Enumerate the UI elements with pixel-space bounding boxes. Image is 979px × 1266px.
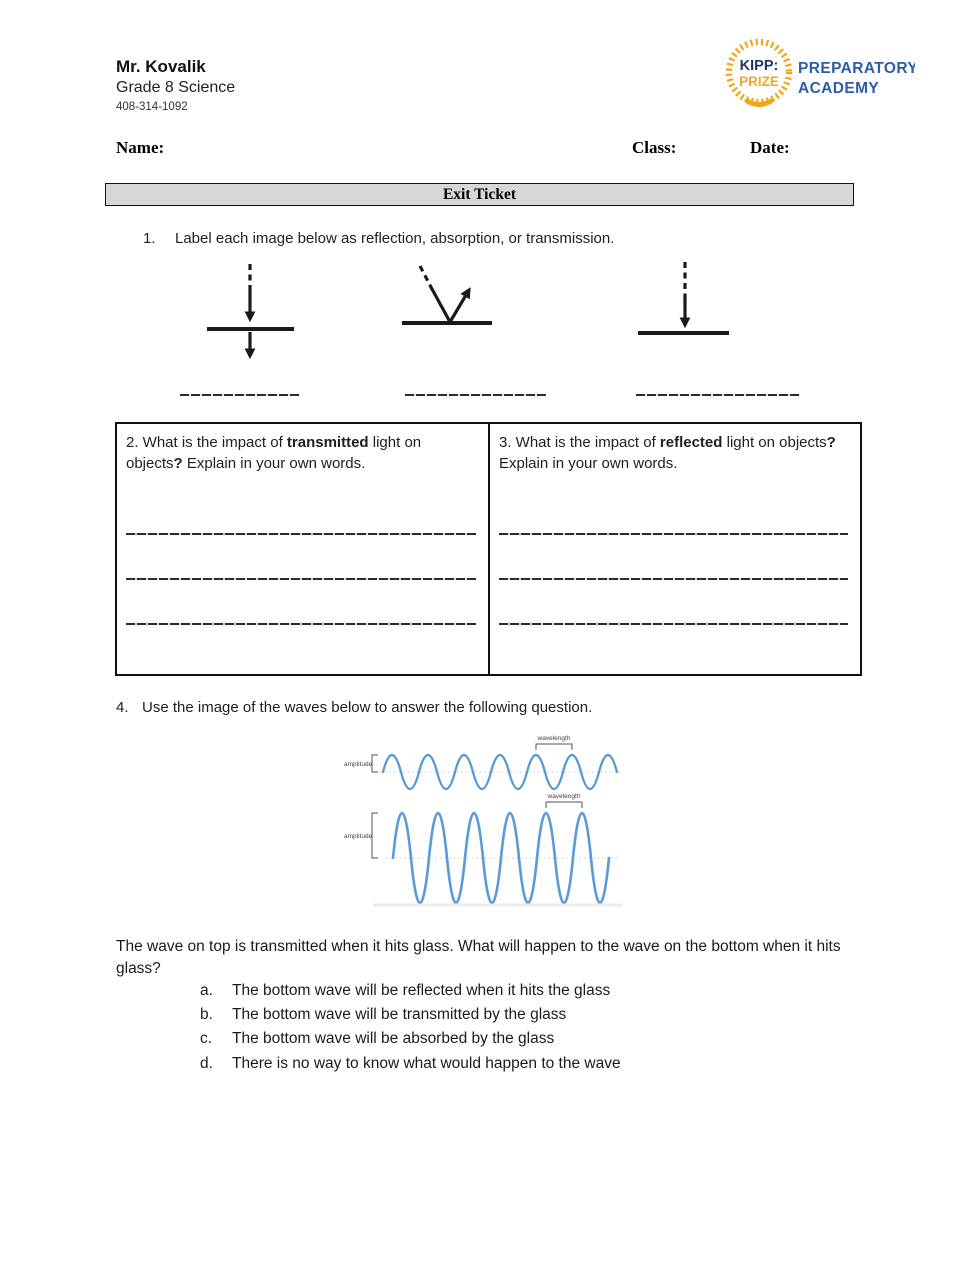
question-2-text-post: Explain in your own words. xyxy=(182,455,366,473)
top-wave xyxy=(344,735,620,789)
question-2-bold-term: transmitted xyxy=(286,434,369,451)
question-4-prompt: The wave on top is transmitted when it hits glass. What will happen to the wave on the bottom when it hits glass? xyxy=(116,938,841,977)
question-2-answer-cell xyxy=(117,507,490,674)
top-amplitude-bracket-icon xyxy=(372,755,378,772)
name-field-label: Name: xyxy=(116,138,165,157)
reflection-diagram xyxy=(402,266,492,323)
bottom-amplitude-bracket-icon xyxy=(372,813,378,858)
answer-line xyxy=(126,578,476,580)
teacher-name: Mr. Kovalik xyxy=(116,57,206,76)
question-4-text: Use the image of the waves below to answer the following question. xyxy=(142,699,593,716)
bottom-wavelength-label: wavelength xyxy=(547,793,581,800)
preparatory-text: PREPARATORY xyxy=(798,60,915,77)
option-a-text: The bottom wave will be reflected when it hits the glass xyxy=(232,982,611,1000)
option-a-letter: a. xyxy=(200,982,213,1000)
kipp-prize-logo-icon xyxy=(723,31,915,113)
answer-options xyxy=(200,979,621,1076)
top-amplitude-label: amplitude xyxy=(344,761,373,768)
bottom-amplitude-label: amplitude xyxy=(344,833,373,840)
teacher-info xyxy=(116,56,235,115)
option-b xyxy=(200,1003,621,1027)
question-3-bold-term: reflected xyxy=(659,434,723,451)
wreath-stem-icon xyxy=(747,101,771,105)
course-name: Grade 8 Science xyxy=(116,78,236,96)
question-3-text-mid: light on objects xyxy=(722,434,827,451)
top-wavelength-label: wavelength xyxy=(537,735,571,742)
question-3-text: 3. What is the impact of xyxy=(499,434,660,451)
date-field-label: Date: xyxy=(750,138,790,157)
exit-ticket-title: Exit Ticket xyxy=(442,185,517,203)
option-a xyxy=(200,979,621,1003)
bottom-wavelength-bracket-icon xyxy=(546,802,582,808)
option-b-text: The bottom wave will be transmitted by the glass xyxy=(232,1006,567,1024)
question-3-answer-cell xyxy=(490,507,860,674)
transmission-diagram xyxy=(207,264,294,356)
phone-number: 408-314-1092 xyxy=(116,101,188,114)
student-fields-row xyxy=(0,138,979,160)
answer-line xyxy=(499,533,848,535)
top-wave-path xyxy=(383,755,617,789)
question-3-bold-qmark: ? xyxy=(826,434,836,451)
option-d-text: There is no way to know what would happen to the wave xyxy=(232,1054,621,1072)
option-c-letter: c. xyxy=(200,1030,213,1048)
question-2-text: 2. What is the impact of xyxy=(126,434,287,451)
exit-ticket-banner xyxy=(105,183,854,206)
answer-blank-3 xyxy=(636,394,800,396)
option-d-letter: d. xyxy=(200,1054,213,1072)
question-table xyxy=(115,422,862,676)
academy-text: ACADEMY xyxy=(798,80,880,97)
option-d xyxy=(200,1052,621,1076)
question-2-bold-qmark: ? xyxy=(173,455,183,473)
answer-blank-1 xyxy=(180,394,300,396)
answer-blank-2 xyxy=(405,394,546,396)
top-wavelength-bracket-icon xyxy=(536,744,572,750)
question-1 xyxy=(143,230,614,247)
answer-line xyxy=(126,623,476,625)
question-3-text-post: Explain in your own words. xyxy=(499,455,678,473)
question-4 xyxy=(116,699,592,716)
school-logo xyxy=(723,31,915,118)
question-2-text-mid: light on objects xyxy=(126,434,422,473)
option-c xyxy=(200,1027,621,1051)
question-1-text: Label each image below as reflection, absorption, or transmission. xyxy=(175,230,615,247)
question-2-cell xyxy=(117,424,490,507)
question-4-number: 4. xyxy=(116,699,129,716)
class-field-label: Class: xyxy=(632,138,677,157)
option-b-letter: b. xyxy=(200,1006,213,1024)
answer-line xyxy=(499,578,848,580)
prize-wordmark: PRIZE xyxy=(739,74,779,89)
option-c-text: The bottom wave will be absorbed by the glass xyxy=(232,1030,555,1048)
light-behavior-diagrams xyxy=(180,256,830,376)
absorption-diagram xyxy=(638,262,729,333)
kipp-wordmark: KIPP: xyxy=(739,58,779,74)
answer-line xyxy=(499,623,848,625)
bottom-wave-path xyxy=(393,813,609,903)
wave-figure xyxy=(338,731,626,909)
question-1-number: 1. xyxy=(143,230,156,247)
question-3-cell xyxy=(490,424,860,507)
answer-line xyxy=(126,533,476,535)
bottom-wave xyxy=(344,793,622,905)
